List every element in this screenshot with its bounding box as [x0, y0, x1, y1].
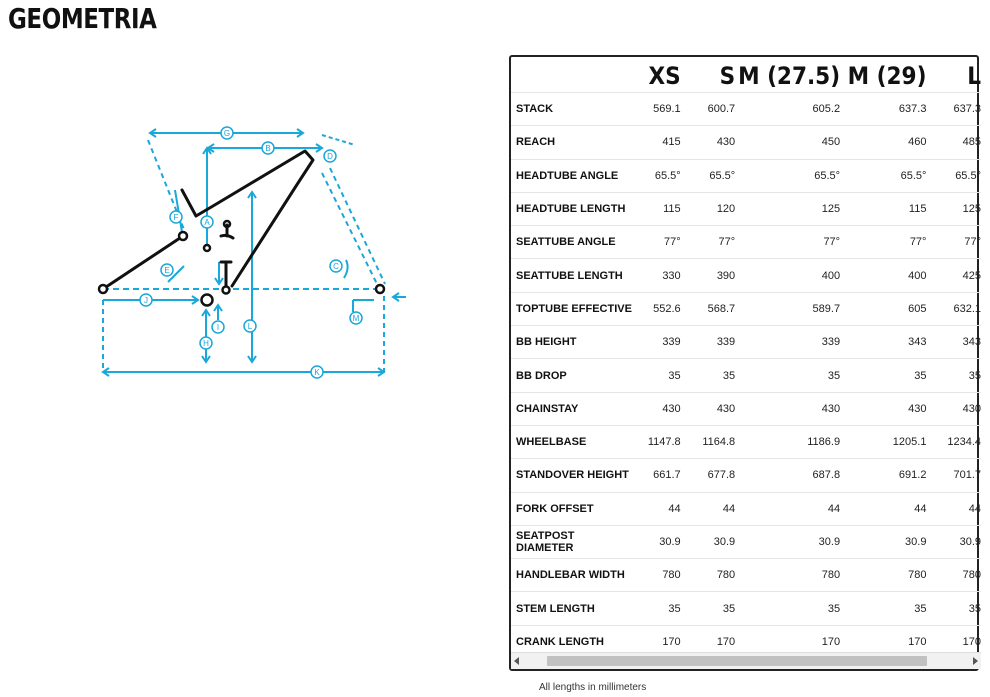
table-body [511, 93, 981, 659]
header-size-m29: M (29) [847, 62, 927, 90]
row-label: STANDOVER HEIGHT [511, 459, 634, 492]
scrollbar-thumb[interactable] [547, 656, 927, 666]
row-label: STACK [511, 93, 634, 126]
cell-value: 35 [735, 359, 840, 392]
badge-l [244, 320, 256, 332]
row-label: CRANK LENGTH [511, 625, 634, 658]
cell-value: 125 [735, 192, 840, 225]
cell-value: 430 [926, 392, 981, 425]
cell-value: 65.5° [926, 159, 981, 192]
row-label: SEATTUBE LENGTH [511, 259, 634, 292]
cell-value: 600.7 [681, 93, 736, 126]
header-size-s: S [719, 62, 736, 90]
cell-value: 170 [681, 625, 736, 658]
cell-value: 691.2 [840, 459, 926, 492]
cell-value: 780 [840, 559, 926, 592]
cell-value: 170 [840, 625, 926, 658]
cell-value: 77° [926, 226, 981, 259]
cell-value: 343 [840, 326, 926, 359]
cell-value: 30.9 [840, 525, 926, 558]
cell-value: 1186.9 [735, 425, 840, 458]
cell-value: 1205.1 [840, 425, 926, 458]
cell-value: 44 [840, 492, 926, 525]
header-label-col [511, 57, 634, 93]
cell-value: 339 [681, 326, 736, 359]
table-header-row [511, 57, 981, 93]
cell-value: 701.7 [926, 459, 981, 492]
cell-value: 569.1 [634, 93, 680, 126]
cell-value: 450 [735, 126, 840, 159]
geometry-table-container[interactable] [509, 55, 979, 671]
table-row [511, 292, 981, 325]
page-title: GEOMETRIA [8, 2, 157, 35]
cell-value: 780 [681, 559, 736, 592]
badge-f [170, 211, 182, 223]
row-label: HEADTUBE LENGTH [511, 192, 634, 225]
table-row [511, 592, 981, 625]
cell-value: 589.7 [735, 292, 840, 325]
svg-text:D: D [327, 152, 333, 161]
row-label: STEM LENGTH [511, 592, 634, 625]
table-row [511, 559, 981, 592]
table-row [511, 159, 981, 192]
table-row [511, 192, 981, 225]
cell-value: 343 [926, 326, 981, 359]
header-size-m275: M (27.5) [738, 62, 841, 90]
cell-value: 661.7 [634, 459, 680, 492]
row-label: BB HEIGHT [511, 326, 634, 359]
svg-text:L: L [247, 322, 253, 331]
cell-value: 65.5° [634, 159, 680, 192]
cell-value: 77° [634, 226, 680, 259]
svg-text:E: E [164, 266, 170, 275]
svg-text:B: B [265, 144, 271, 153]
badge-i [212, 321, 224, 333]
cell-value: 35 [735, 592, 840, 625]
table-row [511, 93, 981, 126]
badge-g [221, 127, 233, 139]
row-label: WHEELBASE [511, 425, 634, 458]
cell-value: 415 [634, 126, 680, 159]
cell-value: 77° [681, 226, 736, 259]
cell-value: 400 [840, 259, 926, 292]
svg-text:C: C [333, 262, 339, 271]
badge-e [161, 264, 173, 276]
cell-value: 430 [681, 392, 736, 425]
cell-value: 430 [634, 392, 680, 425]
header-size-l: L [967, 62, 981, 90]
cell-value: 430 [840, 392, 926, 425]
cell-value: 35 [634, 359, 680, 392]
cell-value: 77° [840, 226, 926, 259]
cell-value: 30.9 [681, 525, 736, 558]
svg-text:A: A [204, 218, 210, 227]
cell-value: 35 [681, 359, 736, 392]
cell-value: 30.9 [926, 525, 981, 558]
cell-value: 35 [926, 592, 981, 625]
cell-value: 330 [634, 259, 680, 292]
table-row [511, 359, 981, 392]
row-label: FORK OFFSET [511, 492, 634, 525]
cell-value: 170 [634, 625, 680, 658]
cell-value: 605.2 [735, 93, 840, 126]
badge-k [311, 366, 323, 378]
cell-value: 485 [926, 126, 981, 159]
cell-value: 44 [926, 492, 981, 525]
cell-value: 1234.4 [926, 425, 981, 458]
cell-value: 687.8 [735, 459, 840, 492]
cell-value: 170 [926, 625, 981, 658]
cell-value: 120 [681, 192, 736, 225]
cell-value: 30.9 [634, 525, 680, 558]
cell-value: 637.3 [926, 93, 981, 126]
cell-value: 115 [840, 192, 926, 225]
cell-value: 35 [926, 359, 981, 392]
cell-value: 30.9 [735, 525, 840, 558]
scroll-left-icon[interactable] [514, 657, 519, 665]
cell-value: 552.6 [634, 292, 680, 325]
table-row [511, 425, 981, 458]
svg-text:H: H [203, 339, 209, 348]
svg-text:K: K [314, 368, 320, 377]
row-label: HANDLEBAR WIDTH [511, 559, 634, 592]
table-row [511, 492, 981, 525]
badge-h [200, 337, 212, 349]
cell-value: 65.5° [681, 159, 736, 192]
row-label: SEATTUBE ANGLE [511, 226, 634, 259]
cell-value: 425 [926, 259, 981, 292]
table-row [511, 259, 981, 292]
row-label: HEADTUBE ANGLE [511, 159, 634, 192]
footnote: All lengths in millimeters [539, 682, 647, 693]
cell-value: 430 [735, 392, 840, 425]
cell-value: 1164.8 [681, 425, 736, 458]
cell-value: 780 [634, 559, 680, 592]
row-label: TOPTUBE EFFECTIVE [511, 292, 634, 325]
badge-a [201, 216, 213, 228]
cell-value: 568.7 [681, 292, 736, 325]
geometry-diagram [90, 120, 420, 390]
cell-value: 44 [681, 492, 736, 525]
cell-value: 65.5° [735, 159, 840, 192]
cell-value: 339 [735, 326, 840, 359]
cell-value: 632.1 [926, 292, 981, 325]
table-row [511, 226, 981, 259]
badge-m [350, 312, 362, 324]
row-label: SEATPOST DIAMETER [511, 525, 634, 558]
cell-value: 77° [735, 226, 840, 259]
row-label: CHAINSTAY [511, 392, 634, 425]
row-label: BB DROP [511, 359, 634, 392]
cell-value: 430 [681, 126, 736, 159]
cell-value: 605 [840, 292, 926, 325]
cell-value: 390 [681, 259, 736, 292]
horizontal-scrollbar[interactable] [511, 652, 981, 669]
cell-value: 125 [926, 192, 981, 225]
svg-text:F: F [173, 213, 179, 222]
cell-value: 65.5° [840, 159, 926, 192]
cell-value: 35 [681, 592, 736, 625]
cell-value: 35 [840, 592, 926, 625]
table-row [511, 525, 981, 558]
cell-value: 115 [634, 192, 680, 225]
table-row [511, 126, 981, 159]
cell-value: 339 [634, 326, 680, 359]
cell-value: 35 [840, 359, 926, 392]
header-size-xs: XS [648, 62, 681, 90]
cell-value: 1147.8 [634, 425, 680, 458]
scroll-right-icon[interactable] [973, 657, 978, 665]
cell-value: 170 [735, 625, 840, 658]
cell-value: 637.3 [840, 93, 926, 126]
cell-value: 400 [735, 259, 840, 292]
badge-d [324, 150, 336, 162]
cell-value: 677.8 [681, 459, 736, 492]
svg-text:J: J [144, 296, 148, 305]
geometry-table [511, 57, 981, 658]
cell-value: 44 [634, 492, 680, 525]
row-label: REACH [511, 126, 634, 159]
cell-value: 780 [926, 559, 981, 592]
badge-b [262, 142, 274, 154]
cell-value: 35 [634, 592, 680, 625]
svg-text:G: G [223, 129, 231, 138]
svg-text:M: M [352, 314, 360, 323]
table-row [511, 392, 981, 425]
table-row [511, 459, 981, 492]
badge-j [140, 294, 152, 306]
table-row [511, 326, 981, 359]
badge-c [330, 260, 342, 272]
cell-value: 44 [735, 492, 840, 525]
cell-value: 460 [840, 126, 926, 159]
svg-text:I: I [216, 323, 220, 332]
cell-value: 780 [735, 559, 840, 592]
